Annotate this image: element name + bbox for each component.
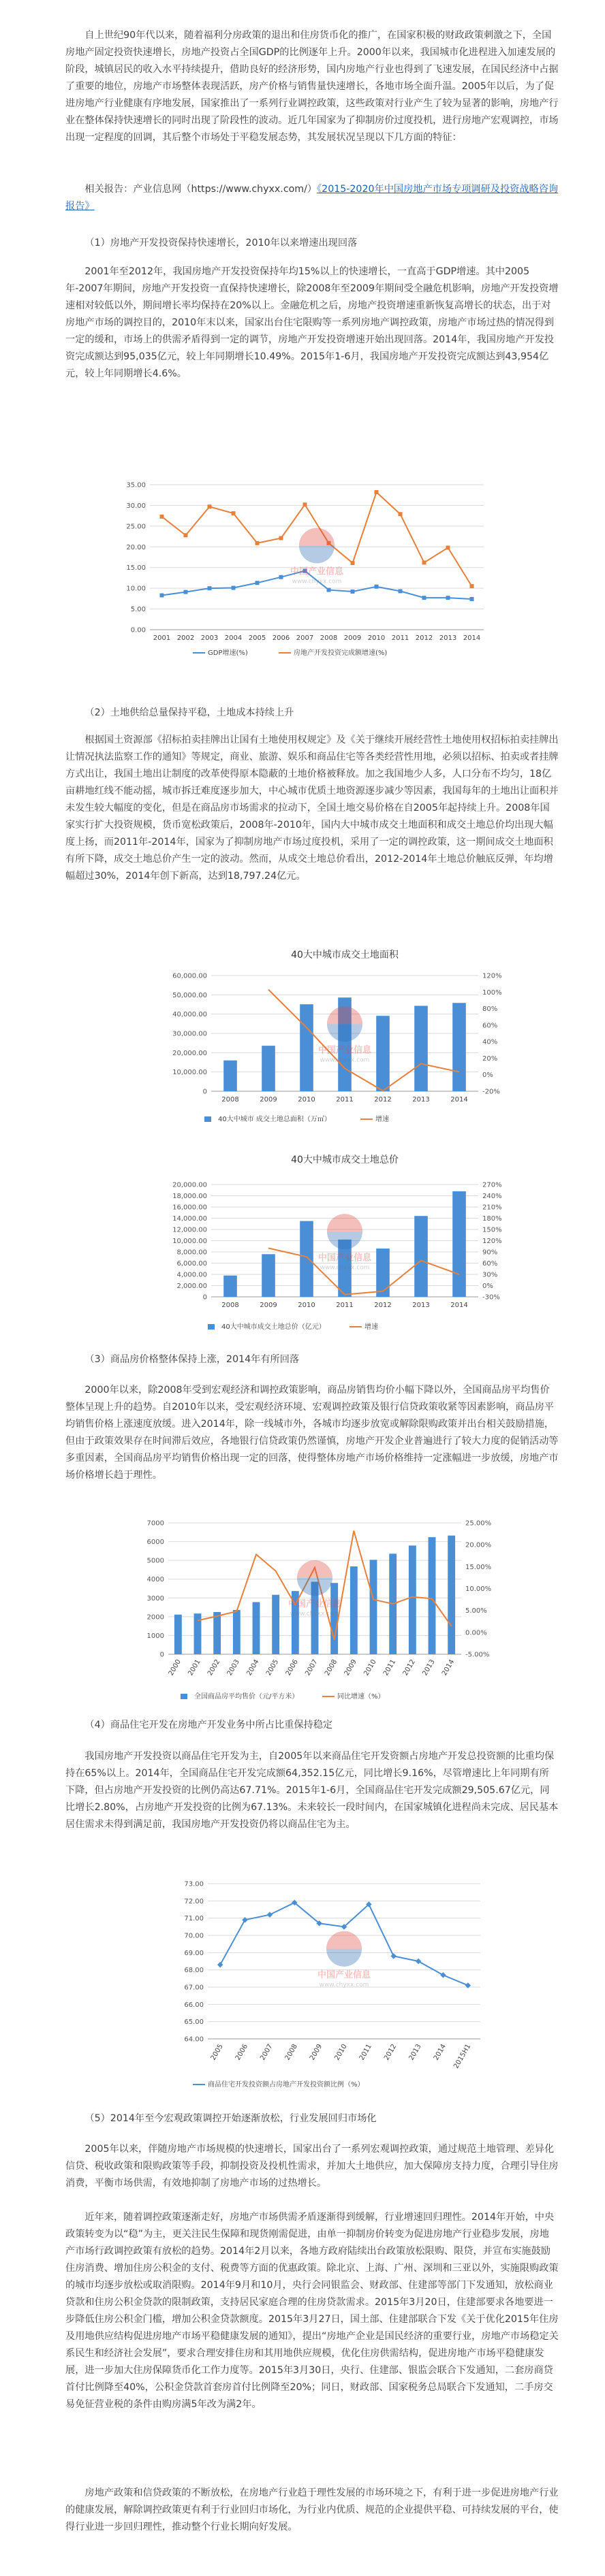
data-point	[422, 560, 426, 564]
y2-tick-label: 270%	[482, 1181, 502, 1189]
y-tick-label: 20,000.00	[172, 1181, 207, 1189]
x-tick-label: 2010	[298, 1302, 315, 1309]
bar	[223, 1061, 237, 1091]
y-tick-label: 2000	[146, 1613, 164, 1622]
watermark-url-text: www.chyxx.com	[292, 578, 342, 585]
data-point	[184, 533, 188, 537]
bar	[414, 1005, 428, 1091]
watermark-brand-text: 中国产业信息	[317, 1045, 372, 1056]
x-tick-label: 2013	[407, 2043, 423, 2062]
bar	[429, 1537, 436, 1654]
land-area-combo-chart	[164, 943, 525, 1133]
x-tick-label: 2007	[259, 2043, 275, 2062]
y2-tick-label: 150%	[482, 1226, 502, 1234]
watermark-brand-text: 中国产业信息	[317, 1253, 372, 1263]
data-point	[208, 504, 212, 509]
y-tick-label: 4000	[146, 1576, 164, 1584]
x-tick-label: 2004	[245, 1658, 261, 1677]
y2-tick-label: 40%	[482, 1038, 498, 1046]
bar	[330, 1583, 338, 1654]
legend-label: GDP增速(%)	[208, 649, 248, 657]
y-tick-label: 16,000.00	[172, 1204, 207, 1212]
y-tick-label: 20.00	[126, 543, 146, 551]
data-point	[303, 502, 307, 506]
watermark-url-text: www.chyxx.com	[290, 1611, 340, 1618]
data-point	[470, 584, 474, 588]
data-point	[184, 590, 188, 594]
data-point	[160, 593, 164, 597]
x-tick-label: 2008	[221, 1302, 239, 1309]
y2-tick-label: 90%	[482, 1249, 498, 1257]
bar	[300, 1004, 313, 1091]
x-tick-label: 2009	[308, 2043, 324, 2062]
x-tick-label: 2007	[296, 634, 314, 642]
heading-residential-share: （4）商品住宅开发在房地产开发业务中所占比重保持稳定	[84, 1720, 333, 1730]
bar	[409, 1545, 416, 1654]
watermark-brand-text: 中国产业信息	[317, 1969, 371, 1980]
watermark-arc-icon	[299, 528, 335, 545]
x-tick-label: 2013	[412, 1096, 430, 1104]
x-tick-label: 2011	[391, 634, 409, 642]
y-tick-label: 0.00	[130, 626, 146, 634]
x-tick-label: 2011	[358, 2043, 373, 2062]
bar	[233, 1610, 241, 1654]
y-tick-label: 72.00	[184, 1897, 204, 1905]
legend-label: 40大中城市 成交土地总面积（万㎡）	[218, 1116, 331, 1123]
data-point	[416, 1959, 421, 1964]
policy-paragraph-1: 2005年以来，伴随房地产市场规模的快速增长，国家出台了一系列宏观调控政策，通过规范土地管理、差异化信贷、税收政策和限购政策等手段，抑制投资及投机性需求，并加大土地供应，加大保障房支持力度，合理引导住房消费，平衡市场供需，有效地抑制了房地产市场的过热增长。	[65, 2144, 559, 2189]
bar	[272, 1595, 279, 1654]
x-tick-label: 2005	[265, 1658, 281, 1677]
legend-label: 同比增速（%）	[337, 1693, 385, 1701]
y-tick-label: 1000	[146, 1632, 164, 1640]
y-tick-label: 15.00	[126, 564, 146, 573]
y2-tick-label: 0%	[482, 1283, 493, 1290]
x-tick-label: 2008	[320, 634, 338, 642]
y-tick-label: 60,000.00	[172, 972, 207, 980]
y-tick-label: 0	[159, 1651, 164, 1659]
y2-tick-label: -5.00%	[465, 1651, 490, 1659]
y-tick-label: 2,000.00	[176, 1283, 207, 1290]
data-point	[327, 588, 331, 592]
y-tick-label: 5.00	[130, 606, 146, 614]
legend-swatch	[204, 1116, 211, 1122]
y-tick-label: 5000	[146, 1557, 164, 1565]
data-point	[208, 586, 212, 590]
x-tick-label: 2009	[343, 634, 362, 642]
data-point	[375, 490, 379, 494]
watermark-brand-text: 中国产业信息	[290, 566, 344, 577]
y-tick-label: 8,000.00	[176, 1249, 207, 1257]
x-tick-label: 2013	[439, 634, 457, 642]
y-tick-label: 7000	[146, 1519, 164, 1528]
data-point	[422, 596, 426, 600]
x-tick-label: 2013	[421, 1658, 437, 1677]
policy-paragraph-3: 房地产政策和信贷政策的不断放松，在房地产行业趋于理性发展的市场环境之下，有利于进一步促进房地产行业的健康发展，解除调控政策更有利于行业回归市场化，为行业内优质、规范的企业提供平稳、可持续发展的平台，使得行业进一步回归理性，推动整个行业长期向好发展。	[65, 2488, 559, 2532]
data-point	[375, 585, 379, 589]
x-tick-label: 2011	[382, 1658, 398, 1677]
y-tick-label: 66.00	[184, 2001, 204, 2009]
legend-label: 全国商品房平均售价（元/平方米）	[194, 1693, 299, 1701]
residential-share-line-chart	[174, 1875, 508, 2097]
heading-investment: （1）房地产开发投资保持快速增长，2010年以来增速出现回落	[84, 238, 358, 248]
legend-label: 商品住宅开发投资额占房地产开发投资额比例（%）	[208, 2081, 364, 2089]
y-tick-label: 12,000.00	[172, 1226, 207, 1234]
watermark-url-text: www.chyxx.com	[320, 1057, 370, 1064]
bar	[253, 1602, 260, 1654]
data-point	[446, 596, 450, 600]
y2-tick-label: 15.00%	[465, 1563, 492, 1571]
y-tick-label: 65.00	[184, 2018, 204, 2027]
y2-tick-label: 80%	[482, 1005, 498, 1014]
x-tick-label: 2006	[284, 1658, 300, 1677]
heading-policy: （5）2014年至今宏观政策调控开始逐渐放松，行业发展回归市场化	[84, 2113, 377, 2124]
bar	[376, 1016, 390, 1091]
bar	[370, 1560, 377, 1654]
x-tick-label: 2003	[200, 634, 219, 642]
x-tick-label: 2010	[298, 1096, 315, 1104]
legend-swatch	[208, 1324, 215, 1330]
x-tick-label: 2014	[441, 1658, 456, 1677]
land-price-combo-chart	[164, 1144, 525, 1345]
bar	[414, 1216, 428, 1297]
investment-growth-line-chart	[123, 477, 504, 691]
y-tick-label: 10.00	[126, 585, 146, 593]
y2-tick-label: -20%	[482, 1088, 500, 1096]
policy-paragraph-2: 近年来，随着调控政策逐渐走好，房地产市场供需矛盾逐渐得到缓解，行业增速回归理性。2014年开始，中央政策转变为以“稳”为主，更关注民生保障和现货刚需促进，由单一抑制房价转变为促进房地产行业稳步发展，房地产市场行政调控政策有放松的趋势。2014年2月以来，各地方政府陆续出台政策放松限购、限贷，并宣布实施鼓励住房消费、增加住房公积金的支付、税费等方面的优惠政策。除北京、上海、广州、深圳和三亚以外，实施限购政策的城市均逐步放松或取消限购。2014年9月和10月，央行会同银监会、财政部、住建部等部门下发通知，放松商业贷款和住房公积金贷款的限制政策，支持居民家庭合理的住房贷款需求。2015年3月20日，住建部要求各地要进一步降低住房公积金门槛，增加公积金贷款额度。2015年3月27日，国土部、住建部联合下发《关于优化2015年住房及用地供应结构促进房地产市场平稳健康发展的通知》，提出“房地产企业是国民经济的重要行业，房地产市场稳定关系民生和经济社会发展”，要求合理安排住房和其用地供应规模，优化住房供需结构，促进房地产市场平稳健康发展，进一步加大住房保障货币化工作力度等。2015年3月30日，央行、住建部、银监会联合下发通知，二套房商贷首付比例降至40%，公积金贷款首套房首付比例降至20%；同日，财政部、国家税务总局联合下发通知，二手房交易免征营业税的条件由购房满5年改为满2年。	[65, 2212, 559, 2410]
y-tick-label: 30.00	[126, 502, 146, 510]
y2-tick-label: 25.00%	[465, 1519, 492, 1528]
y2-tick-label: 20%	[482, 1054, 498, 1063]
y-tick-label: 3000	[146, 1594, 164, 1603]
x-tick-label: 2010	[333, 2043, 349, 2062]
x-tick-label: 2011	[336, 1302, 354, 1309]
data-point	[440, 1972, 446, 1978]
y-tick-label: 67.00	[184, 1984, 204, 1992]
y2-tick-label: 10.00%	[465, 1585, 492, 1593]
y-tick-label: 71.00	[184, 1915, 204, 1923]
x-tick-label: 2006	[234, 2043, 250, 2062]
x-tick-label: 2001	[153, 634, 171, 642]
x-tick-label: 2000	[167, 1658, 183, 1677]
data-point	[232, 586, 236, 590]
bar	[262, 1254, 275, 1297]
y2-tick-label: -30%	[482, 1293, 500, 1302]
y-tick-label: 10,000.00	[172, 1069, 207, 1077]
data-point	[446, 546, 450, 550]
bar	[262, 1046, 275, 1091]
legend-label: 房地产开发投资完成额增速(%)	[294, 649, 388, 657]
x-tick-label: 2008	[324, 1658, 339, 1677]
y2-tick-label: 100%	[482, 988, 502, 997]
data-point	[351, 590, 355, 594]
y-tick-label: 6000	[146, 1539, 164, 1547]
bar	[223, 1276, 237, 1297]
heading-housing-price: （3）商品房价格整体保持上涨，2014年有所回落	[84, 1354, 300, 1365]
data-point	[279, 536, 283, 541]
bar	[376, 1249, 390, 1297]
legend-label: 增速	[375, 1116, 389, 1123]
data-point	[255, 541, 260, 545]
x-tick-label: 2002	[206, 1658, 222, 1677]
y2-tick-label: 60%	[482, 1022, 498, 1030]
watermark-logo	[318, 1214, 372, 1271]
housing-price-combo-chart	[140, 1515, 521, 1709]
y2-tick-label: 60%	[482, 1260, 498, 1268]
x-tick-label: 2009	[260, 1302, 277, 1309]
intro-paragraph: 自上世纪90年代以来，随着福利分房政策的退出和住房货币化的推广，在国家积极的财政政策刺激之下，全国房地产固定投资快速增长，房地产投资占全国GDP的比例逐年上升。2000年以来，我国城市化进程进入加速发展的阶段，城镇居民的收入水平持续提升，借助良好的经济形势，国内房地产行业也得到了飞速发展，在国民经济中占据了重要的地位，房地产市场整体表现活跃，房产价格与销售量快速增长，各地市场全面升温。2005年以后，为了促进房地产行业健康有序地发展，国家推出了一系列行业调控政策，这些政策对行业产生了较为显著的影响，房地产行业在整体保持快速增长的同时出现了阶段性的波动。近几年国家为了抑制房价过度投机，进行房地产宏观调控，市场出现一定程度的回调，其后整个市场处于平稳发展态势，其发展状况呈现以下几方面的特征：	[65, 30, 559, 143]
watermark-arc-icon	[326, 1931, 362, 1949]
watermark-arc-icon	[297, 1560, 332, 1578]
y-tick-label: 14,000.00	[172, 1215, 207, 1223]
y2-tick-label: 120%	[482, 972, 502, 980]
bar	[300, 1221, 313, 1297]
related-report-line	[65, 181, 559, 215]
watermark-url-text: www.chyxx.com	[319, 1981, 369, 1989]
x-tick-label: 2014	[450, 1096, 468, 1104]
bar	[213, 1612, 221, 1654]
y-tick-label: 4,000.00	[176, 1271, 207, 1279]
data-point	[390, 1953, 396, 1959]
x-tick-label: 2004	[224, 634, 243, 642]
watermark-url-text: www.chyxx.com	[320, 1264, 370, 1272]
watermark-logo	[290, 528, 344, 585]
y-tick-label: 0	[202, 1088, 207, 1096]
y-tick-label: 40,000.00	[172, 1011, 207, 1019]
y2-tick-label: 120%	[482, 1238, 502, 1245]
housing-price-paragraph: 2000年以来，除2008年受到宏观经济和调控政策影响，商品房销售均价小幅下降以外，全国商品房平均售价整体呈现上升的趋势。自2010年以来，受宏观经济环境、宏观调控政策及银行信贷政策收紧等因素影响，商品房平均销售价格上涨速度放缓。进入2014年，除一线城市外，各城市均逐步放宽或解除限购政策并出台相关鼓励措施，但由于政策效果存在时间滞后效应，各地银行信贷政策仍然谨慎，房地产开发企业普遍进行了较大力度的促销活动等多重因素，全国商品房平均销售价格出现一定的回落，使得整体房地产市场价格维持一定涨幅进一步放缓，房地产市场价格增长趋于理性。	[65, 1385, 559, 1481]
x-tick-label: 2009	[260, 1096, 277, 1104]
watermark-arc-icon	[327, 1214, 362, 1231]
x-tick-label: 2012	[383, 2043, 399, 2062]
x-tick-label: 2011	[336, 1096, 354, 1104]
y-tick-label: 64.00	[184, 2035, 204, 2044]
watermark-arc-icon	[327, 1006, 362, 1024]
x-tick-label: 2008	[221, 1096, 239, 1104]
x-tick-label: 2015H1	[452, 2043, 473, 2070]
x-tick-label: 2009	[343, 1658, 358, 1677]
data-point	[232, 511, 236, 515]
data-point	[160, 515, 164, 519]
x-tick-label: 2012	[374, 1096, 392, 1104]
y2-tick-label: 30%	[482, 1271, 498, 1279]
legend-label: 40大中城市成交土地总价（亿元）	[221, 1323, 326, 1331]
chart-title: 40大中城市成交土地面积	[291, 950, 399, 961]
bar	[452, 1191, 466, 1297]
bar	[448, 1536, 455, 1654]
y-tick-label: 30,000.00	[172, 1030, 207, 1038]
data-point	[399, 512, 403, 516]
x-tick-label: 2010	[367, 634, 386, 642]
bar	[452, 1003, 466, 1091]
y2-tick-label: 180%	[482, 1215, 502, 1223]
y-tick-label: 0	[202, 1293, 207, 1302]
y-tick-label: 73.00	[184, 1880, 204, 1888]
y-tick-label: 50,000.00	[172, 991, 207, 999]
x-tick-label: 2010	[362, 1658, 378, 1677]
y2-tick-label: 5.00%	[465, 1607, 487, 1615]
land-supply-paragraph: 根据国土资源部《招标拍卖挂牌出让国有土地使用权规定》及《关于继续开展经营性土地使用权招标拍卖挂牌出让情况执法监察工作的通知》等规定，商业、旅游、娱乐和商品住宅等各类经营性用地，必须以招标、拍卖或者挂牌方式出让，我国土地出让制度的改革使得原本隐蔽的土地价格被释放。加之我国地少人多，人口分布不均匀，18亿亩耕地红线不能动摇，城市拆迁难度逐步加大，中心城市优质土地资源逐步减少等因素，我国每年的土地出让面积并未发生较大幅度的变化，但是在商品房市场需求的拉动下，全国土地交易价格在自2005年起持续上升。2008年国家实行扩大投资规模，货币宽松政策后，2008年-2010年，国内大中城市成交土地面积和成交土地总价均出现大幅度上扬，而2011年-2014年，国家为了抑制房地产市场过度投机，采用了一定的调控政策，这一期间成交土地面积有所下降，成交土地总价产生一定的波动。然而，从成交土地总价看出，2012-2014年土地总价触底反弹，年均增幅超过30%，2014年创下新高，达到18,797.24亿元。	[65, 735, 559, 882]
bar	[350, 1566, 358, 1654]
chart-title: 40大中城市成交土地总价	[291, 1155, 399, 1165]
y-tick-label: 25.00	[126, 523, 146, 531]
x-tick-label: 2012	[415, 634, 433, 642]
y-tick-label: 20,000.00	[172, 1049, 207, 1057]
watermark-brand-text: 中国产业信息	[288, 1599, 342, 1610]
bar	[174, 1615, 182, 1654]
legend-label: 增速	[364, 1323, 378, 1331]
x-tick-label: 2012	[374, 1302, 392, 1309]
y2-tick-label: 240%	[482, 1193, 502, 1200]
x-tick-label: 2013	[412, 1302, 430, 1309]
data-point	[279, 575, 283, 579]
related-report-prefix: 相关报告：产业信息网（https://www.chyxx.com/）	[84, 184, 317, 195]
y-tick-label: 10,000.00	[172, 1238, 207, 1245]
series-line	[268, 990, 459, 1091]
data-point	[470, 597, 474, 601]
y-tick-label: 35.00	[126, 481, 146, 489]
data-point	[351, 561, 355, 565]
watermark-logo	[317, 1931, 371, 1989]
x-tick-label: 2005	[209, 2043, 225, 2062]
data-point	[399, 589, 403, 593]
y2-tick-label: 0.00%	[465, 1629, 487, 1637]
y-tick-label: 6,000.00	[176, 1260, 207, 1268]
y-tick-label: 70.00	[184, 1932, 204, 1940]
y-tick-label: 18,000.00	[172, 1193, 207, 1200]
y2-tick-label: 0%	[482, 1072, 493, 1080]
y2-tick-label: 210%	[482, 1204, 502, 1212]
data-point	[255, 581, 260, 585]
x-tick-label: 2014	[432, 2043, 448, 2062]
y2-tick-label: 20.00%	[465, 1541, 492, 1549]
x-tick-label: 2012	[401, 1658, 417, 1677]
x-tick-label: 2007	[304, 1658, 320, 1677]
x-tick-label: 2003	[226, 1658, 241, 1677]
related-report-link[interactable]: 《2015-2020年中国房地产市场专项调研及投资战略咨询报告》	[65, 184, 559, 212]
x-tick-label: 2002	[176, 634, 195, 642]
y-tick-label: 68.00	[184, 1967, 204, 1975]
x-tick-label: 2014	[463, 634, 481, 642]
x-tick-label: 2001	[187, 1658, 202, 1677]
legend-swatch	[181, 1694, 187, 1699]
x-tick-label: 2006	[272, 634, 290, 642]
x-tick-label: 2014	[450, 1302, 468, 1309]
data-point	[267, 1912, 273, 1917]
y-tick-label: 69.00	[184, 1949, 204, 1957]
residential-share-paragraph: 我国房地产开发投资以商品住宅开发为主，自2005年以来商品住宅开发资额占房地产开发总投资额的比重均保持在65%以上。2014年，全国商品住宅开发完成额64,352.15亿元，同比增长9.16%，尽管增速比上年同期有所下降，但占房地产开发投资的比例仍高达67.71%。2015年1-6月，全国商品住宅开发完成额29,505.67亿元，同比增长2.80%，占房地产开发投资的比例为67.13%。未来较长一段时间内，在国家城镇化进程尚未完成、居民基本居住需求未得到满足前，我国房地产开发投资仍将以商品住宅为主。	[65, 1751, 559, 1830]
heading-land-supply: （2）土地供给总量保持平稳，土地成本持续上升	[84, 707, 294, 718]
x-tick-label: 2008	[283, 2043, 299, 2062]
data-point	[217, 1962, 223, 1967]
investment-paragraph: 2001年至2012年，我国房地产开发投资保持年均15%以上的快速增长，一直高于GDP增速。其中2005年-2007年期间，房地产开发投资一直保持快速增长，除2008年至2009年期间受全融危机影响，房地产开发投资增速相对较低以外，期间增长率均保持在20%以上。金融危机之后，房地产投资增速重新恢复高增长的状态，出于对房地产市场的调控目的，2010年末以来，国家出台住宅限购等一系列房地产调控政策，房地产市场过热的情况得到一定的缓和，市场上的供需矛盾得到一定的调节，房地产开发投资增速开始出现回落。2014年，我国房地产开发投资完成额达到95,035亿元，较上年同期增长10.49%。2015年1-6月，我国房地产开发投资完成额达到43,954亿元，较上年同期增长4.6%。	[65, 266, 559, 379]
watermark-logo	[318, 1006, 372, 1063]
x-tick-label: 2005	[248, 634, 266, 642]
